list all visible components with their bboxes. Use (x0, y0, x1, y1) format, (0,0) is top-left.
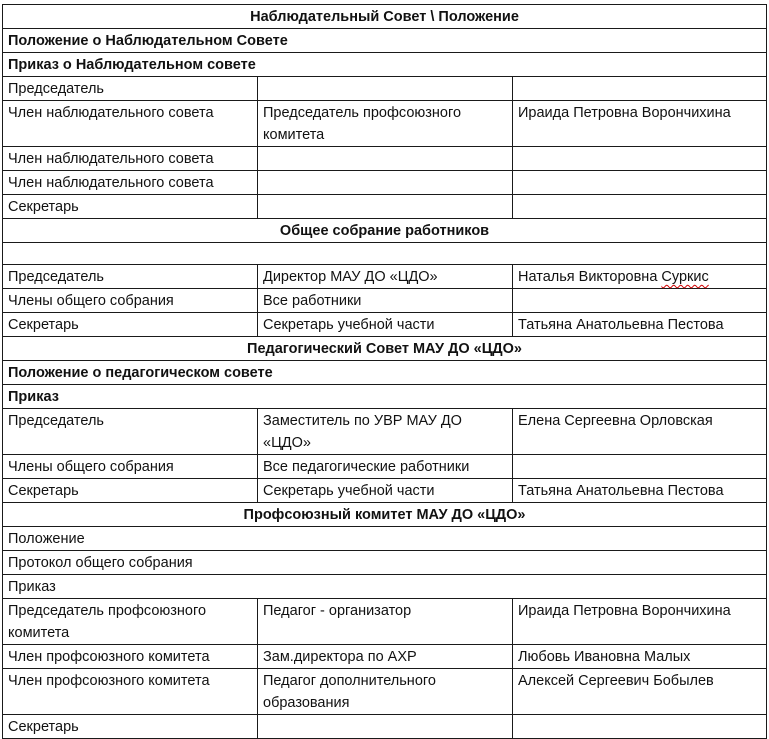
table-row (3, 715, 767, 739)
role-cell: Секретарь (3, 479, 258, 503)
doc-polozhenie-nab: Положение о Наблюдательном Совете (3, 29, 767, 53)
section-header-row (3, 337, 767, 361)
position-cell (258, 77, 513, 101)
doc-polozhenie-prof: Положение (3, 527, 767, 551)
position-cell: Все работники (258, 289, 513, 313)
position-cell (258, 715, 513, 739)
role-cell: Член наблюдательного совета (3, 171, 258, 195)
section-header-row (3, 5, 767, 29)
doc-polozhenie-ped: Положение о педагогическом совете (3, 361, 767, 385)
table-row (3, 77, 767, 101)
role-cell: Члены общего собрания (3, 289, 258, 313)
table-row (3, 195, 767, 219)
role-cell: Председатель (3, 265, 258, 289)
person-cell: Татьяна Анатольевна Пестова (513, 313, 767, 337)
person-cell (513, 77, 767, 101)
table-row (3, 147, 767, 171)
table-row (3, 599, 767, 645)
person-cell: Татьяна Анатольевна Пестова (513, 479, 767, 503)
position-cell (258, 195, 513, 219)
table-row (3, 409, 767, 455)
table-row (3, 669, 767, 715)
table-row (3, 171, 767, 195)
doc-prikaz-prof: Приказ (3, 575, 767, 599)
table-row (3, 289, 767, 313)
person-cell: Ираида Петровна Ворончихина (513, 101, 767, 147)
empty-row (3, 243, 767, 265)
role-cell: Председатель (3, 409, 258, 455)
table-row (3, 265, 767, 289)
position-cell: Председатель профсоюзного комитета (258, 101, 513, 147)
position-cell (258, 147, 513, 171)
role-cell: Члены общего собрания (3, 455, 258, 479)
person-cell: Любовь Ивановна Малых (513, 645, 767, 669)
person-surname-misspelled: Суркис (661, 269, 709, 285)
table-row (3, 455, 767, 479)
role-cell: Секретарь (3, 715, 258, 739)
section-header-row (3, 503, 767, 527)
person-cell (513, 147, 767, 171)
doc-protokol-prof: Протокол общего собрания (3, 551, 767, 575)
position-cell: Секретарь учебной части (258, 313, 513, 337)
section-title-ped: Педагогический Совет МАУ ДО «ЦДО» (3, 337, 767, 361)
person-cell: Ираида Петровна Ворончихина (513, 599, 767, 645)
table-row (3, 645, 767, 669)
person-cell (513, 289, 767, 313)
person-name: Наталья Викторовна (518, 269, 658, 285)
position-cell (258, 171, 513, 195)
position-cell: Педагог - организатор (258, 599, 513, 645)
table-row (3, 101, 767, 147)
role-cell: Член наблюдательного совета (3, 101, 258, 147)
person-cell (513, 715, 767, 739)
table-row (3, 313, 767, 337)
person-cell: Алексей Сергеевич Бобылев (513, 669, 767, 715)
person-cell: Елена Сергеевна Орловская (513, 409, 767, 455)
position-cell: Заместитель по УВР МАУ ДО «ЦДО» (258, 409, 513, 455)
position-cell: Секретарь учебной части (258, 479, 513, 503)
position-cell: Директор МАУ ДО «ЦДО» (258, 265, 513, 289)
person-cell (513, 455, 767, 479)
role-cell: Секретарь (3, 195, 258, 219)
role-cell: Член наблюдательного совета (3, 147, 258, 171)
person-cell (513, 265, 767, 289)
role-cell: Член профсоюзного комитета (3, 669, 258, 715)
council-table (2, 4, 767, 739)
doc-prikaz-nab: Приказ о Наблюдательном совете (3, 53, 767, 77)
position-cell: Все педагогические работники (258, 455, 513, 479)
section-header-row (3, 219, 767, 243)
section-title-nab: Наблюдательный Совет \ Положение (3, 5, 767, 29)
person-cell (513, 195, 767, 219)
role-cell: Член профсоюзного комитета (3, 645, 258, 669)
section-title-obsh: Общее собрание работников (3, 219, 767, 243)
role-cell: Секретарь (3, 313, 258, 337)
person-cell (513, 171, 767, 195)
role-cell: Председатель профсоюзного комитета (3, 599, 258, 645)
position-cell: Зам.директора по АХР (258, 645, 513, 669)
position-cell: Педагог дополнительного образования (258, 669, 513, 715)
role-cell: Председатель (3, 77, 258, 101)
section-title-prof: Профсоюзный комитет МАУ ДО «ЦДО» (3, 503, 767, 527)
table-row (3, 479, 767, 503)
doc-prikaz-ped: Приказ (3, 385, 767, 409)
